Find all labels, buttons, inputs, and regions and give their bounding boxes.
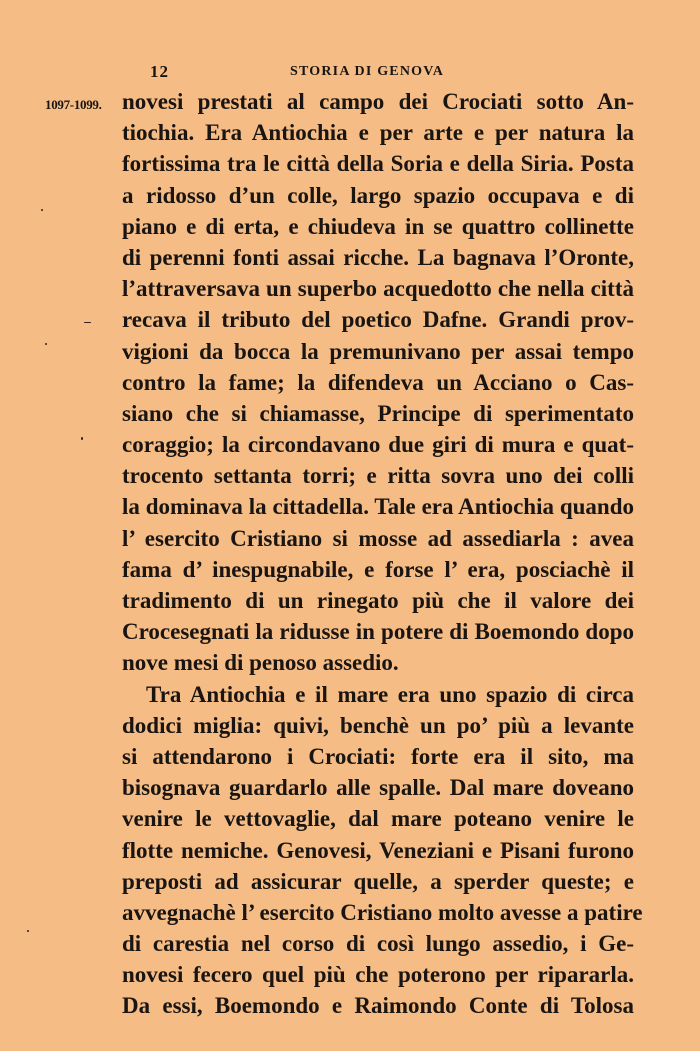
ink-speck [27,930,29,932]
ink-speck [81,437,83,440]
paragraph-1 [122,86,634,679]
text-line: contro la fame; la difendeva un Acciano o Cas- [122,369,634,395]
text-line: di carestia nel corso di così lungo assedio, i Ge- [122,931,634,957]
text-line: piano e di erta, e chiudeva in se quattro collinette [122,213,634,239]
body-text [122,86,643,1022]
page-number: 12 [150,62,169,81]
ink-speck [84,322,91,323]
text-line: coraggio; la circondavano due giri di mura e quat- [122,432,634,458]
paragraph-2 [122,679,643,1022]
text-line: Crocesegnati la ridusse in potere di Boemondo dopo [122,619,634,645]
text-line: a ridosso d’un colle, largo spazio occupava e di [122,182,634,208]
text-line: tradimento di un rinegato più che il valore dei [122,588,634,613]
ink-speck [45,343,47,345]
text-line: fama d’ inespugnabile, e forse l’ era, posciachè il [122,556,634,582]
running-title: STORIA DI GENOVA [290,64,445,79]
text-line: avvegnachè l’ esercito Cristiano molto avesse a patire [122,899,643,925]
text-line: tiochia. Era Antiochia e per arte e per natura la [122,120,634,146]
text-line: di perenni fonti assai ricche. La bagnava l’Oronte, [122,244,634,270]
text-line: fortissima tra le città della Soria e della Siria. Posta [122,151,634,177]
text-line: novesi prestati al campo dei Crociati sotto An- [122,89,634,114]
text-line: novesi fecero quel più che poterono per ripararla. [122,962,634,988]
text-line: Tra Antiochia e il mare era uno spazio di circa [146,681,634,707]
page-header [150,62,632,84]
text-line: bisognava guardarlo alle spalle. Dal mare doveano [122,775,634,801]
text-line: Da essi, Boemondo e Raimondo Conte di Tolosa [122,993,634,1019]
text-line: recava il tributo del poetico Dafne. Grandi prov- [122,307,634,333]
text-line: venire le vettovaglie, dal mare poteano venire le [122,806,634,832]
text-line: nove mesi di penoso assedio. [122,650,399,676]
text-line: l’attraversava un superbo acquedotto che nella città [122,276,634,302]
ink-speck [41,209,43,211]
text-line: preposti ad assicurar quelle, a sperder queste; e [122,868,634,894]
text-line: vigioni da bocca la premunivano per assai tempo [122,338,634,364]
text-line: si attendarono i Crociati: forte era il sito, ma [122,743,634,769]
text-line: dodici miglia: quivi, benchè un po’ più a levante [122,712,634,738]
text-line: siano che si chiamasse, Principe di sperimentato [122,400,634,426]
text-line: trocento settanta torri; e ritta sovra uno dei colli [122,463,634,489]
margin-date-note: 1097-1099. [45,97,102,112]
text-line: la dominava la cittadella. Tale era Antiochia quando [122,494,634,520]
text-line: flotte nemiche. Genovesi, Veneziani e Pisani furono [122,837,634,863]
text-line: l’ esercito Cristiano si mosse ad assediarla : avea [122,525,634,551]
